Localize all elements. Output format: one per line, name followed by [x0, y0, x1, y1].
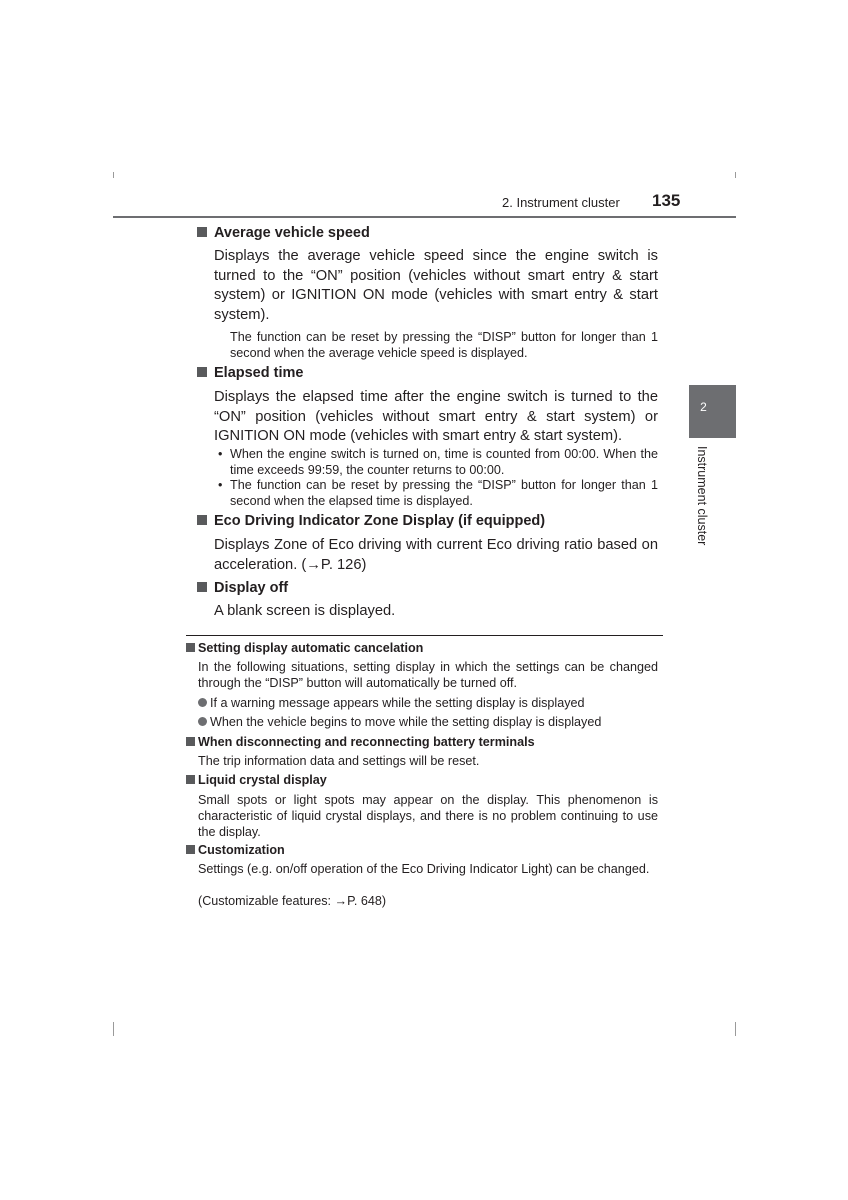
note-heading-auto-cancel: Setting display automatic cancelation	[186, 641, 423, 655]
square-bullet-icon	[186, 775, 195, 784]
list-item: • The function can be reset by pressing the “DISP” button for longer than 1 second when the elapsed time is displayed.	[218, 478, 658, 508]
square-bullet-icon	[197, 367, 207, 377]
list-item: • When the engine switch is turned on, time is counted from 00:00. When the time exceeds 99:59, the counter returns to 00:00.	[218, 447, 658, 477]
note-heading-lcd: Liquid crystal display	[186, 773, 327, 787]
crop-mark	[735, 1022, 736, 1036]
customization-reference: (Customizable features: →P. 648)	[198, 894, 387, 908]
lcd-description: Small spots or light spots may appear on the display. This phenomenon is characteristic of liquid crystal displays, and there is no problem continuing to use the display.	[198, 793, 658, 839]
note-heading-battery: When disconnecting and reconnecting battery terminals	[186, 735, 535, 749]
eco-driving-description: Displays Zone of Eco driving with current Eco driving ratio based on acceleration. (→P. 126)	[214, 537, 658, 573]
square-bullet-icon	[197, 515, 207, 525]
square-bullet-icon	[186, 737, 195, 746]
section-heading-average-speed: Average vehicle speed	[197, 225, 370, 241]
auto-cancel-description: In the following situations, setting display in which the settings can be changed through the “DISP” button will automatically be turned off.	[198, 660, 658, 690]
section-divider	[186, 635, 663, 636]
circle-bullet-icon	[198, 698, 207, 707]
chapter-tab	[689, 385, 736, 438]
chapter-tab-number: 2	[700, 400, 707, 414]
elapsed-time-description: Displays the elapsed time after the engine switch is turned to the “ON” position (vehicles without smart entry & start system) or IGNITION ON mode (vehicles with smart entry & start system).	[214, 389, 658, 444]
display-off-description: A blank screen is displayed.	[214, 603, 396, 619]
list-item: If a warning message appears while the setting display is displayed	[198, 695, 658, 711]
side-chapter-title: Instrument cluster	[695, 446, 709, 546]
average-speed-description: Displays the average vehicle speed since the engine switch is turned to the “ON” position (vehicles without smart entry & start system) or IGNITION ON mode (vehicles with smart entry & start system).	[214, 248, 658, 323]
crop-mark	[113, 172, 114, 178]
customization-description: Settings (e.g. on/off operation of the Eco Driving Indicator Light) can be changed.	[198, 862, 650, 876]
square-bullet-icon	[186, 845, 195, 854]
section-heading-eco-driving: Eco Driving Indicator Zone Display (if equipped)	[197, 513, 545, 529]
average-speed-note: The function can be reset by pressing the “DISP” button for longer than 1 second when the average vehicle speed is displayed.	[230, 330, 658, 360]
list-item: When the vehicle begins to move while the setting display is displayed	[198, 714, 658, 730]
square-bullet-icon	[197, 582, 207, 592]
page-number: 135	[652, 191, 681, 210]
chapter-title: 2. Instrument cluster	[502, 195, 620, 210]
crop-mark	[735, 172, 736, 178]
header-rule	[113, 216, 736, 218]
square-bullet-icon	[197, 227, 207, 237]
section-heading-elapsed-time: Elapsed time	[197, 365, 303, 381]
square-bullet-icon	[186, 643, 195, 652]
circle-bullet-icon	[198, 717, 207, 726]
note-heading-customization: Customization	[186, 843, 285, 857]
section-heading-display-off: Display off	[197, 580, 288, 596]
battery-description: The trip information data and settings will be reset.	[198, 754, 480, 768]
crop-mark	[113, 1022, 114, 1036]
